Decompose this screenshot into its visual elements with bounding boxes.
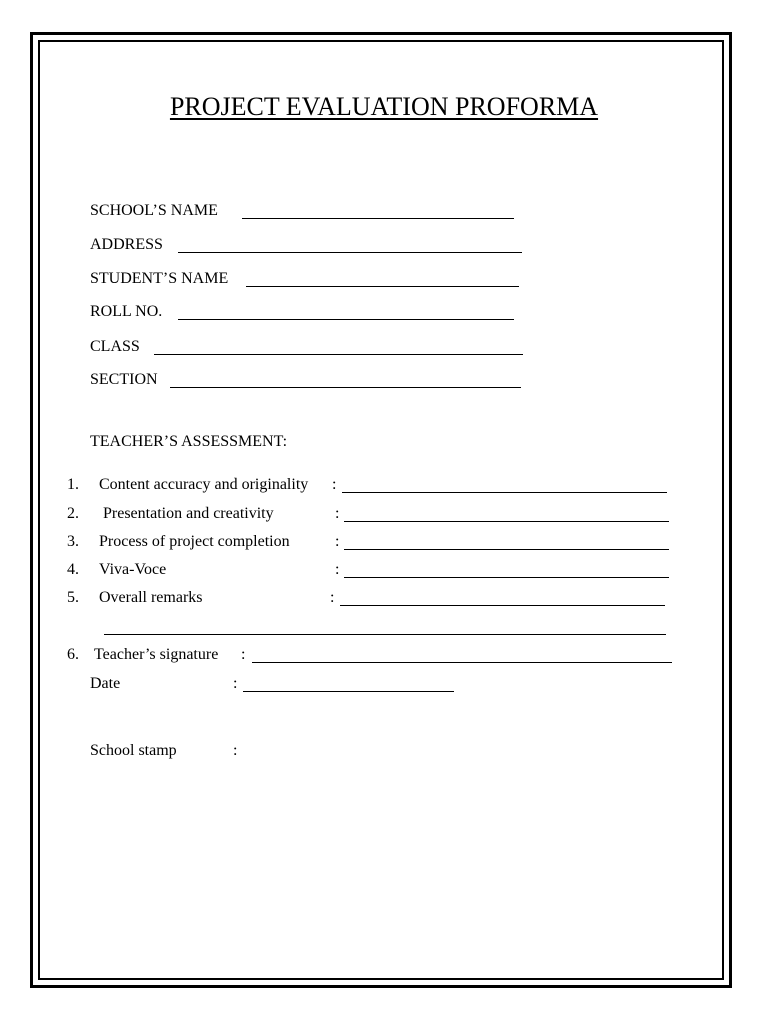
criterion-label: Process of project completion — [99, 533, 290, 550]
date-field[interactable] — [243, 691, 454, 692]
class-field[interactable] — [154, 354, 523, 355]
criterion-number: 2. — [67, 505, 79, 522]
stamp-colon: : — [233, 742, 238, 759]
criterion-label: Presentation and creativity — [103, 505, 274, 522]
criterion-number: 5. — [67, 589, 79, 606]
class-label: CLASS — [90, 338, 140, 355]
criterion-colon: : — [335, 533, 340, 550]
date-colon: : — [233, 675, 238, 692]
criterion-number: 4. — [67, 561, 79, 578]
section-label: SECTION — [90, 371, 158, 388]
criterion-number: 3. — [67, 533, 79, 550]
criterion-field[interactable] — [340, 605, 665, 606]
criterion-label: Overall remarks — [99, 589, 203, 606]
section-field[interactable] — [170, 387, 521, 388]
criterion-field[interactable] — [344, 577, 669, 578]
roll-no-label: ROLL NO. — [90, 303, 163, 320]
school-name-field[interactable] — [242, 218, 514, 219]
date-label: Date — [90, 675, 121, 692]
school-name-label: SCHOOL’S NAME — [90, 202, 218, 219]
student-name-field[interactable] — [246, 286, 519, 287]
stamp-label: School stamp — [90, 742, 177, 759]
signature-number: 6. — [67, 646, 79, 663]
criterion-colon: : — [332, 476, 337, 493]
criterion-field[interactable] — [342, 492, 667, 493]
criterion-label: Content accuracy and originality — [99, 476, 309, 493]
criterion-label: Viva-Voce — [99, 561, 167, 578]
assessment-heading: TEACHER’S ASSESSMENT: — [90, 433, 288, 450]
student-name-label: STUDENT’S NAME — [90, 270, 229, 287]
criterion-field[interactable] — [344, 549, 669, 550]
criterion-number: 1. — [67, 476, 79, 493]
address-field[interactable] — [178, 252, 522, 253]
signature-colon: : — [241, 646, 246, 663]
remarks-extra-line[interactable] — [104, 634, 666, 635]
form-title: PROJECT EVALUATION PROFORMA — [169, 92, 599, 121]
roll-no-field[interactable] — [178, 319, 514, 320]
criterion-colon: : — [335, 561, 340, 578]
criterion-colon: : — [335, 505, 340, 522]
signature-field[interactable] — [252, 662, 672, 663]
address-label: ADDRESS — [90, 236, 163, 253]
criterion-colon: : — [330, 589, 335, 606]
criterion-field[interactable] — [344, 521, 669, 522]
signature-label: Teacher’s signature — [94, 646, 219, 663]
